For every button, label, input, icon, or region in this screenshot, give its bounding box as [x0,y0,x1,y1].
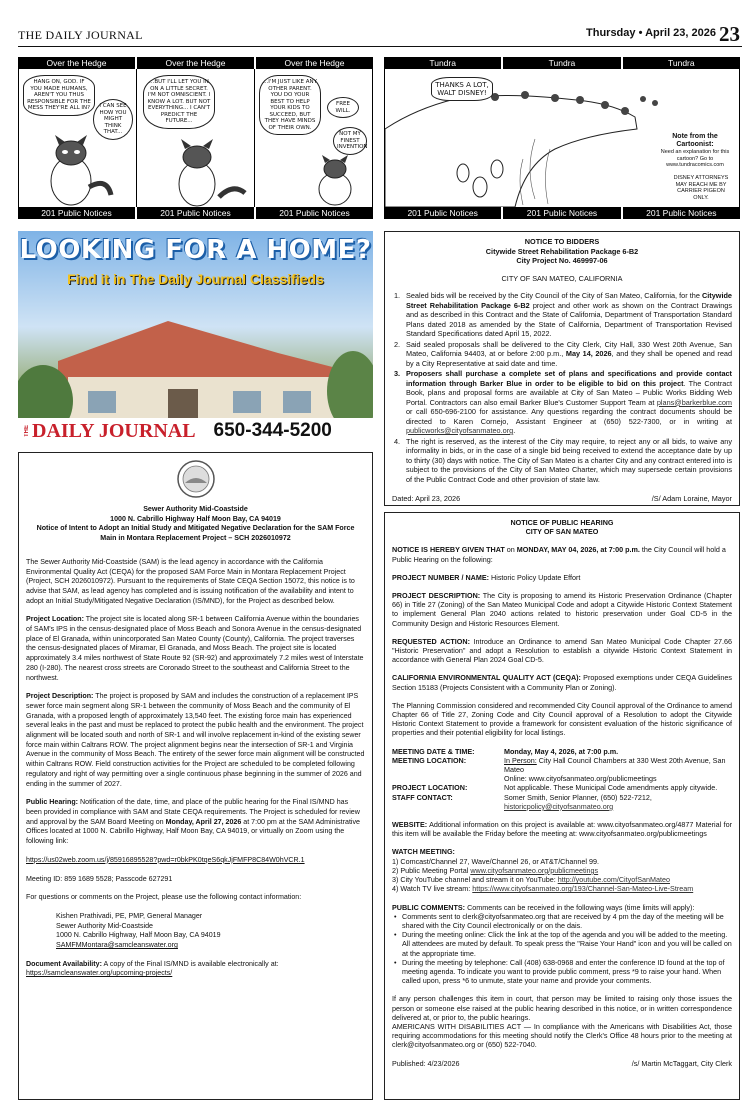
masthead-paper-name: THE DAILY JOURNAL [18,28,143,42]
raccoon-drawing [137,69,255,207]
cartoonist-note [655,133,735,169]
ada-notice: AMERICANS WITH DISABILITIES ACT — In compliance with the Americans with Disabilities Act, those requiring accommodations for this meeting should notify the Clerk's Office 48 hours prior to the meeting at clerk@cityofsanmateo.org or (650) 522-7040. [392,1021,732,1050]
bid-list [392,291,732,484]
planning-commission: The Planning Commission considered and recommended City Council approval of the Ordinance to amend Chapter 66 of Title 27, Zoning Code and City Council approval of a Resolution to adopt the Citywide Historic Context Statement to provide a framework for consistent evaluation of the historic significance of properties and their potential eligibility for local listings. [392,700,732,738]
project-location: Project Location: The project site is located along SR-1 between California Avenue within the boundaries of SAM's IPS in the census-designated place of Moss Beach and Sonora Avenue in the census-designated place of El Granada, within unincorporated San Mateo County (County), California. The project traverses the census-designated places of Miramar, El Granada, and Moss Beach. The project site is located approximately 3.4 miles northwest of State Route 92 (SR-92) and approximately 7.2 miles west of Interstate 280 (I-280). The nearest cross streets are Coronado Street to the southeast and California Street to the northwest. [26,615,364,682]
comic-footer-bar [384,207,740,219]
notice-given: NOTICE IS HEREBY GIVEN THAT on MONDAY, MAY 04, 2026, at 7:00 p.m. the City Council will hold a Public Hearing on the following: [392,545,726,564]
zoom-link[interactable]: https://us02web.zoom.us/j/85916895528?pwd=r0bkPK0tqeS6qkJjFMFP8C84W0hVCR.1 [26,855,305,864]
note-title: Note from the Cartoonist: [672,133,718,148]
ad-footer [18,418,373,444]
speech-bubble: FREE WILL. [327,97,359,118]
meeting-label: PROJECT LOCATION: [392,783,468,793]
comic-title: Tundra [384,57,503,69]
meeting-label: STAFF CONTACT: [392,792,453,802]
list-item: 4. The right is reserved, as the interest of the City may require, to reject any or all bids, to waive any informality in bids, or in the case of a single bid being received to extend the acceptance date by up to thirty (30) days with notice. The City of San Mateo is a charter City and any contract entered into is subject to the provisions of the City of San Mateo Charter, which may supersede certain provisions of the Public Contract Code and other provision of state law. [394,436,732,484]
notice-title: Sewer Authority Mid-Coastside [143,505,248,513]
project-location: Not applicable. These Municipal Code amendments apply citywide. [504,783,718,793]
speech-bubble: ...BUT I'LL LET YOU IN ON A LITTLE SECRET. I'M NOT OMNISCIENT. I KNOW A LOT. BUT NOT EVERYTHING... I CAN'T PREDICT THE FUTURE... [143,75,215,129]
watch-meeting: WATCH MEETING: 1) Comcast/Channel 27, Wave/Channel 26, or AT&T/Channel 99. 2) Public Meeting Portal www.cityofsanmateo.org/publicmeetings 3) City YouTube channel and stream it on YouTube: http://youtube.com/CityofSanMateo 4) Watch TV live stream: https://www.cityofsanmateo.org/193/Channel-San-Mateo-Live-Stream [392,847,694,894]
section-label: 201 Public Notices [137,207,256,219]
comic-title-bar [18,57,373,69]
notice-intro: The Sewer Authority Mid-Coastside (SAM) is the lead agency in accordance with the California Environmental Quality Act (CEQA) for the proposed SAM Force Main in Montara Replacement Project (Project, SCH 2026010972). Pursuant to the requirements of State CEQA Section 15072, this notice is to advise that SAM, as lead agency has completed and is issuing notification of the availability and intent to adopt an Initial Study/Mitigated Negative Declaration (IS/MND), for the Project as described below. [26,557,355,605]
ad-phone: 650-344-5200 [213,420,332,441]
notice-project-no: City Project No. 469997-06 [516,256,608,265]
section-label: 201 Public Notices [18,207,137,219]
list-item: 3. Proposers shall purchase a complete set of plans and specifications and provide contact information through Barker Blue in order to be eligible to bid on this project. The Contract Book, plans and proposal forms are available at City of San Mateo – Public Works Bidding Web Portal. Contractors can also email Barker Blue's Customer Support Team at plans@barkerblue.com or call 650-696-2100 for assistance. Any questions regarding the contract documents should be directed to Karen Cornejo, Assistant Engineer at (650) 522-7300, or in writing at publicworks@cityofsanmateo.org. [394,369,733,435]
ad-logo-the: THE [24,425,30,437]
contact-line: Sewer Authority Mid-Coastside [56,921,153,930]
portal-link[interactable]: www.cityofsanmateo.org/publicmeetings [470,865,599,875]
list-item: 2. Said sealed proposals shall be delivered to the City Clerk, City Hall, 330 West 20th Avenue, San Mateo, California 94403, at or before 2:00 p.m., May 14, 2026, and they shall be opened and read by a City Representative at said date and time. [394,339,732,368]
comic-over-the-hedge [18,57,373,219]
notice-to-bidders [384,231,740,506]
masthead-date: Thursday • April 23, 2026 [586,27,716,39]
questions-text: For questions or comments on the Project, please use the following contact information: [26,893,302,902]
attorney-note: DISNEY ATTORNEYS MAY REACH ME BY CARRIER PIGEON ONLY. [669,175,733,201]
contact-line: Kishen Prathivadi, PE, PMP, General Manager [56,911,203,920]
notice-signature-row [392,494,732,504]
ad-headline: LOOKING FOR A HOME? [19,235,372,265]
project-description: PROJECT DESCRIPTION: The City is proposing to amend its Historic Preservation Ordinance (Chapter 66) in Title 27 (Zoning) of the San Mateo Municipal Code and adopt a Citywide Historic Context Statement to implement General Plan 2040 actions related to historic preservation under Goal CD-5 in the Community Design and Historic Resources Element. [392,591,733,628]
notice-signed: /S/ Adam Loraine, Mayor [651,494,732,503]
comic-title: Tundra [668,58,695,68]
list-item: • Comments sent to clerk@cityofsanmateo.org that are received by 4 pm the day of the meeting will be shared with the City Council electronically or on the dais. [392,912,732,930]
staff-contact: Somer Smith, Senior Planner, (650) 522-7212, historicpolicy@cityofsanmateo.org [504,792,652,811]
comic-title: Over the Hedge [18,57,137,69]
notice-dated: Dated: April 23, 2026 [392,494,461,503]
comic-title: Over the Hedge [137,57,256,69]
speech-bubble: NOT MY FINEST INVENTION [333,127,367,155]
availability-link[interactable]: https://samcleanswater.org/upcoming-projects/ [26,969,173,978]
notice-city: CITY OF SAN MATEO, CALIFORNIA [501,273,623,283]
list-item: 1. Sealed bids will be received by the City Council of the City of San Mateo, California, for the Citywide Street Rehabilitation Package 6-B2 project and other work as shown on the Contract Drawings and as described in this Contract and the State of California, Department of Transportation Standard Plans dated 2018 as amended by the State of California, Department of Transportation Revised Standard Specifications dated April 15, 2022. [394,291,732,338]
comic-panels [18,69,373,207]
comic-footer-bar [18,207,373,219]
note-body: Need an explanation for this cartoon? Go to www.tundracomics.com [660,149,730,168]
public-hearing: Public Hearing: Notification of the date, time, and place of the public hearing for the Final IS/MND has been provided in compliance with SAM and State CEQA requirements. The Project is scheduled for review and approval by the SAM Board Meeting on Monday, April 27, 2026 at 7:00 pm at the SAM Administrative Offices located at 1000 N. Cabrillo Highway, Half Moon Bay, CA 94019, or virtually on Zoom using the following link: [26,798,360,846]
meeting-date: Monday, May 4, 2026, at 7:00 p.m. [504,746,619,756]
ad-logo: DAILY JOURNAL [32,419,196,442]
notice-title: NOTICE OF PUBLIC HEARING [510,518,614,527]
seal-icon [176,459,216,499]
notice-subtitle: Citywide Street Rehabilitation Package 6-B2 [485,246,639,256]
public-comments: PUBLIC COMMENTS: Comments can be received in the following ways (time limits will apply): • Comments sent to clerk@cityofsanmateo.org that are received by 4 pm the day of the meeting will be shared with the City Council electronically or on the dais. • During the meeting online: Click the link at the top of the agenda and you will be added to the meeting. All attendees are muted by default. To speak press the "Raise Your Hand" icon and you will be called on at the appropriate time. • During the meeting by telephone: Call (408) 638-0968 and enter the conference ID found at the top of meeting agenda. To indicate you want to provide public comment, press *9 to raise your hand. When called upon, press *6 to unmute, state your name and provide your comments. [392,903,732,986]
ad-subhead: Find it in The Daily Journal Classifieds [67,271,324,287]
masthead-rule [18,46,742,47]
court-challenge: If any person challenges this item in court, that person may be limited to raising only those issues the person or someone else raised at the public hearing described in this notice, or in written correspondence delivered at, or prior to, the public hearings. [392,994,732,1022]
meeting-details [392,747,732,811]
section-label: 201 Public Notices [646,208,717,218]
livestream-link[interactable]: https://www.cityofsanmateo.org/193/Channel-San-Mateo-Live-Stream [472,884,694,894]
sewer-authority-notice [18,452,373,1100]
staff-email-link[interactable]: historicpolicy@cityofsanmateo.org [504,801,614,811]
page-number: 23 [719,22,740,46]
website: WEBSITE: Additional information on this project is available at: www.cityofsanmateo.org/4877 Material for this item will be available the Friday before the meeting at: www.cityofsanmateo.org/publicmeetings [392,820,732,839]
project-number: PROJECT NUMBER / NAME: Historic Policy Update Effort [392,572,581,582]
contact-line: 1000 N. Cabrillo Highway, Half Moon Bay, CA 94019 [56,931,221,940]
comic-title: Tundra [503,57,622,69]
comic-title: Over the Hedge [284,58,345,68]
raccoon-drawing [255,69,372,207]
classifieds-ad[interactable] [18,231,373,444]
speech-bubble: ...I'M JUST LIKE ANY OTHER PARENT. YOU DO YOUR BEST TO HELP YOUR KIDS TO SUCCEED, BUT THEY HAVE MINDS OF THEIR OWN. [259,75,321,135]
list-item: • During the meeting online: Click the link at the top of the agenda and you will be added to the meeting. All attendees are muted by default. To speak press the "Raise Your Hand" icon and you will be called on at the appropriate time. [392,930,732,958]
speech-bubble: I CAN SEE HOW YOU MIGHT THINK THAT... [93,99,133,140]
meeting-id: Meeting ID: 859 1689 5528; Passcode 627291 [26,874,173,883]
speech-bubble: THANKS A LOT, WALT DISNEY! [431,77,493,101]
email-link[interactable]: plans@barkerblue.com [656,397,732,407]
ceqa: CALIFORNIA ENVIRONMENTAL QUALITY ACT (CEQA): Proposed exemptions under CEQA Guidelines Section 15183 (Projects Consistent with a Community Plan or Zoning). [392,673,733,692]
comic-panel-2 [137,69,255,207]
section-label: 201 Public Notices [384,207,503,219]
section-label: 201 Public Notices [503,207,622,219]
project-description: Project Description: The project is proposed by SAM and includes the construction of a replacement IPS sewer force main segment along SR-1 between the community of Moss Beach and the community of El Granada, with a proposed length of approximately 13,540 feet. The existing force main has experienced several leaks in the past and must be replaced to protect the public health and the environment. The project alignment will be located south and north of SR-1 and will involve replacement in-kind of the existing sewer force main within Caltrans ROW. The project alignment begins near the intersection of SR-1 and Virginia Avenue in the community of Moss Beach. The entirety of the sewer force main alignment will be constructed within Caltrans ROW. Field construction activities for the Project are scheduled to be completed following regulatory and right of way permitting over a single continuous phase beginning in the summer of 2026 and ending in the summer of 2027. [26,692,365,788]
public-hearing-notice [384,512,740,1100]
section-label: 201 Public Notices [279,208,350,218]
email-link[interactable]: publicworks@cityofsanmateo.org [406,426,514,435]
raccoon-drawing [19,69,137,207]
meeting-label: MEETING LOCATION: [392,755,467,765]
comic-panel-1 [19,69,137,207]
notice-signed: /s/ Martin McTaggart, City Clerk [631,1058,732,1068]
comic-tundra [384,57,740,219]
comic-title-bar [384,57,740,69]
notice-subtitle: Notice of Intent to Adopt an Initial Study and Mitigated Negative Declaration for the SAM Force Main in Montara Replacement Project – SCH 2026010972 [36,524,355,543]
comic-panels [384,69,740,207]
notice-published: Published: 4/23/2026 [392,1058,460,1068]
notice-address: 1000 N. Cabrillo Highway Half Moon Bay, CA 94019 [110,514,281,523]
notice-signature-row [392,1059,732,1068]
notice-title: NOTICE TO BIDDERS [524,237,600,246]
notice-subtitle: CITY OF SAN MATEO [525,527,599,537]
youtube-link[interactable]: http://youtube.com/CityofSanMateo [557,875,670,885]
contact-email-link[interactable]: SAMFMMontara@samcleanswater.org [56,941,178,950]
list-item: • During the meeting by telephone: Call (408) 638-0968 and enter the conference ID found at the top of meeting agenda. To indicate you want to provide public comment, press *9 to raise your hand. When called upon, press *6 to unmute, state your name and provide your comments. [392,958,732,986]
document-availability: Document Availability: A copy of the Final IS/MND is available electronically at: [26,959,279,968]
requested-action: REQUESTED ACTION: Introduce an Ordinance to amend San Mateo Municipal Code Chapter 27.66 "Historic Preservation" and adopt a Resolution to establish a citywide Historic Context Statement in accordance with General Plan 2024 Goal CD-5. [392,636,732,665]
comic-panel-3 [255,69,372,207]
meeting-location: In Person: City Hall Council Chambers at 330 West 20th Avenue, San Mateo Online: www.cityofsanmateo.org/publicmeetings [504,755,726,784]
speech-bubble: HANG ON, GOD. IF YOU MADE HUMANS, AREN'T YOU THUS RESPONSIBLE FOR THE MESS THEY'RE ALL IN? [23,75,95,116]
meeting-label: MEETING DATE & TIME: [392,746,475,756]
contact-block [26,912,365,951]
